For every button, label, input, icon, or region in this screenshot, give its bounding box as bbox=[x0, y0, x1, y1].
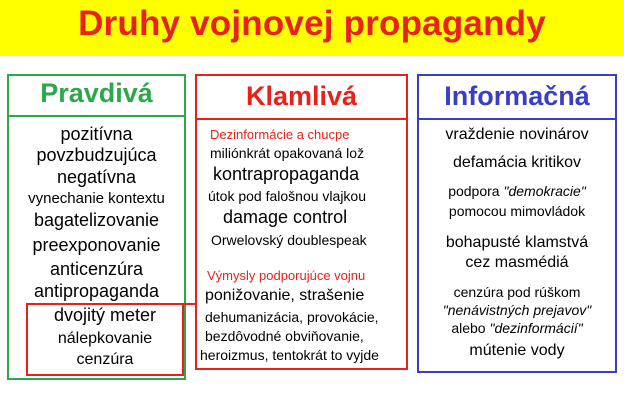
informacna-item-quote: "demokracie" bbox=[503, 183, 586, 199]
pravdiva-item: povzbudzujúca bbox=[36, 145, 157, 165]
informacna-heading: Informačná bbox=[444, 81, 590, 111]
klamliva-item: kontrapropaganda bbox=[213, 164, 360, 184]
informacna-item: mútenie vody bbox=[469, 342, 565, 359]
informacna-item: defamácia kritikov bbox=[452, 154, 582, 171]
klamliva-subheading: Dezinformácie a chucpe bbox=[210, 127, 350, 142]
informacna-item-part: podpora bbox=[448, 183, 504, 199]
overlap-item: cenzúra bbox=[76, 351, 134, 368]
klamliva-item: heroizmus, tentokrát to vyjde bbox=[200, 347, 379, 363]
klamliva-item: Orwelovský doublespeak bbox=[211, 232, 367, 248]
informacna-item-quote: "dezinformácií" bbox=[489, 320, 583, 336]
klamliva-item: damage control bbox=[223, 207, 348, 227]
informacna-item: cenzúra pod rúškom bbox=[453, 284, 581, 300]
klamliva-item: útok pod falošnou vlajkou bbox=[208, 188, 366, 204]
klamliva-item: miliónkrát opakovaná lož bbox=[210, 145, 365, 161]
pravdiva-item: vynechanie kontextu bbox=[28, 190, 165, 207]
pravdiva-item: preexponovanie bbox=[32, 235, 161, 255]
pravdiva-item: pozitívna bbox=[60, 124, 133, 144]
informacna-item: vraždenie novinárov bbox=[445, 126, 589, 143]
informacna-item: "nenávistných prejavov" bbox=[442, 302, 592, 318]
pravdiva-item: negatívna bbox=[56, 167, 137, 187]
klamliva-item: ponižovanie, strašenie bbox=[205, 287, 365, 304]
pravdiva-item: bagatelizovanie bbox=[33, 210, 160, 230]
informacna-item: bohapusté klamstvá bbox=[445, 234, 589, 251]
informacna-item: cez masmédiá bbox=[465, 254, 569, 271]
overlap-item: nálepkovanie bbox=[57, 330, 153, 347]
klamliva-heading: Klamlivá bbox=[245, 81, 358, 111]
page-title: Druhy vojnovej propagandy bbox=[78, 4, 546, 43]
pravdiva-heading: Pravdivá bbox=[40, 78, 153, 108]
informacna-item: pomocou mimovládok bbox=[448, 203, 586, 219]
informacna-item-part: alebo bbox=[451, 320, 490, 336]
klamliva-item: bezdôvodné obviňovanie, bbox=[205, 328, 364, 344]
overlap-connector bbox=[184, 303, 197, 305]
klamliva-item: dehumanizácia, provokácie, bbox=[205, 309, 379, 325]
pravdiva-item: antipropaganda bbox=[33, 281, 160, 301]
informacna-item bbox=[417, 183, 617, 199]
overlap-item: dvojitý meter bbox=[53, 305, 157, 325]
pravdiva-item: anticenzúra bbox=[49, 259, 144, 279]
klamliva-subheading: Výmysly podporujúce vojnu bbox=[207, 268, 366, 283]
informacna-item bbox=[417, 320, 617, 336]
